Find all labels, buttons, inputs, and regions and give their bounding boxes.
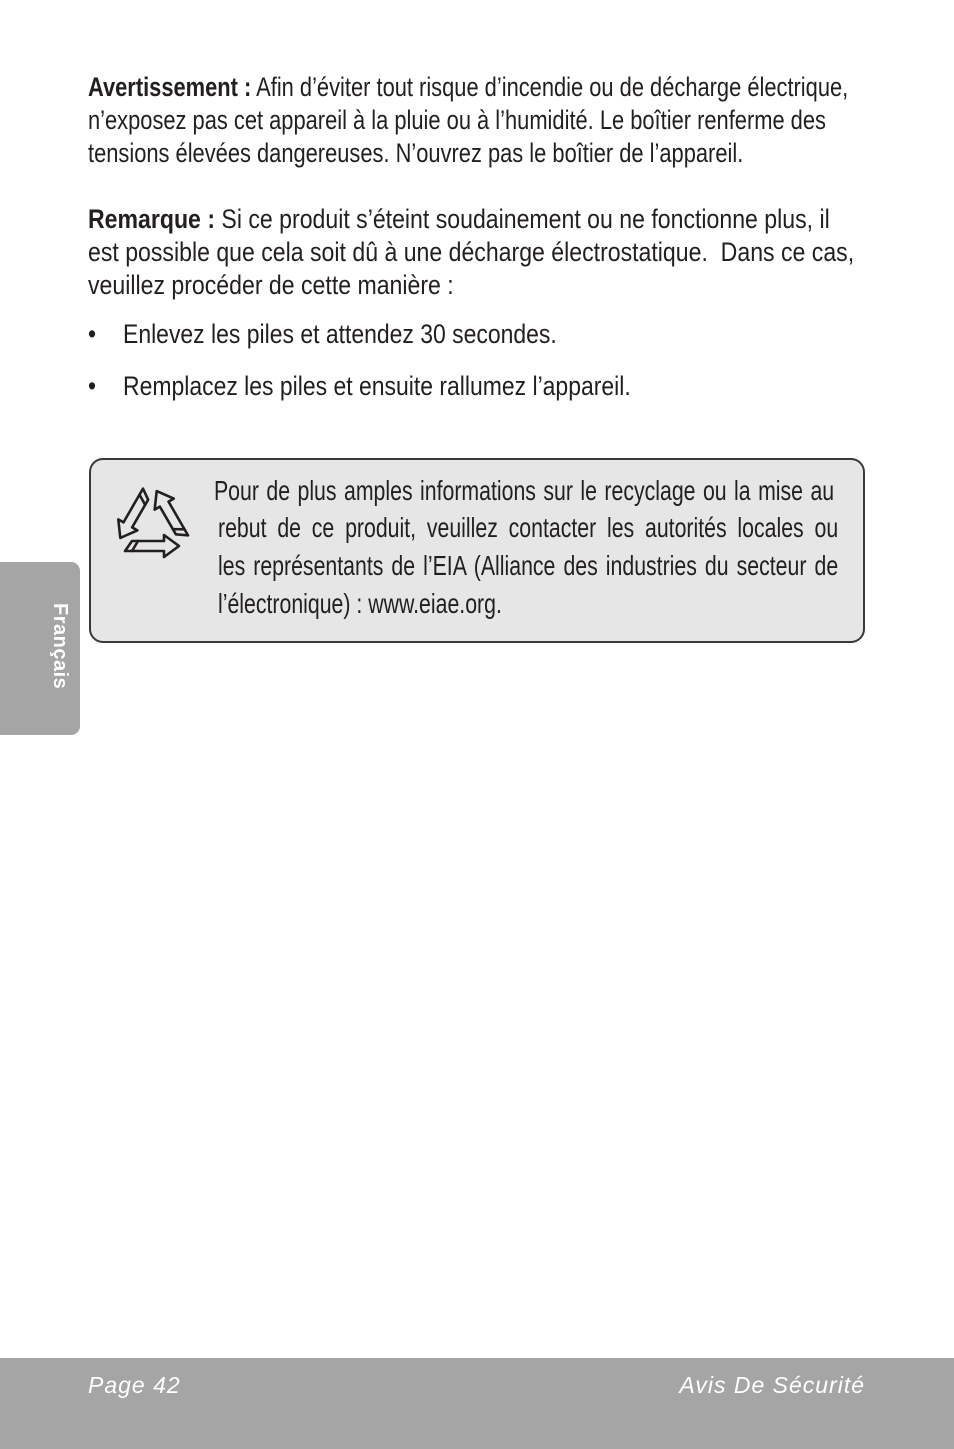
warning-paragraph	[88, 71, 858, 170]
remark-line	[88, 203, 858, 236]
remark-line: est possible que cela soit dû à une décharge électrostatique. Dans ce cas,	[88, 237, 855, 267]
steps-list	[88, 318, 683, 422]
remark-line: veuillez procéder de cette manière :	[88, 270, 454, 300]
step-text: Enlevez les piles et attendez 30 secondes.	[123, 319, 557, 349]
recycle-arrow	[147, 486, 193, 544]
warning-text: Afin d’éviter tout risque d’incendie ou de décharge électrique,	[256, 72, 849, 102]
recycle-fold	[132, 541, 138, 551]
bullet-icon: •	[88, 371, 97, 401]
recycle-icon	[110, 478, 194, 564]
remark-text: Si ce produit s’éteint soudainement ou ne fonctionne plus, il	[221, 204, 830, 234]
notice-line: les représentants de l’EIA (Alliance des industries du secteur de	[218, 549, 839, 581]
list-item	[88, 370, 683, 403]
footer-bar	[0, 1358, 954, 1449]
warning-label: Avertissement :	[88, 72, 252, 102]
page-number: Page 42	[88, 1372, 181, 1398]
warning-line	[88, 71, 858, 104]
language-label: Français	[49, 603, 71, 690]
warning-line: tensions élevées dangereuses. N’ouvrez pas le boîtier de l’appareil.	[88, 138, 744, 168]
remark-paragraph	[88, 203, 858, 302]
remark-label: Remarque :	[88, 204, 216, 234]
section-title: Avis De Sécurité	[679, 1372, 865, 1398]
notice-line: Pour de plus amples informations sur le recyclage ou la mise au	[213, 474, 835, 506]
recycle-arrow	[125, 535, 179, 557]
bullet-icon: •	[88, 319, 97, 349]
recycling-notice-text	[213, 472, 839, 623]
recycle-arrow	[111, 486, 157, 544]
list-item	[88, 318, 683, 351]
recycling-notice-box	[89, 458, 865, 643]
notice-line: rebut de ce produit, veuillez contacter les autorités locales ou	[218, 512, 839, 544]
language-tab	[0, 562, 80, 735]
warning-line: n’exposez pas cet appareil à la pluie ou à l’humidité. Le boîtier renferme des	[88, 105, 826, 135]
notice-line: l’électronique) : www.eiae.org.	[218, 587, 502, 619]
step-text: Remplacez les piles et ensuite rallumez l’appareil.	[123, 371, 631, 401]
